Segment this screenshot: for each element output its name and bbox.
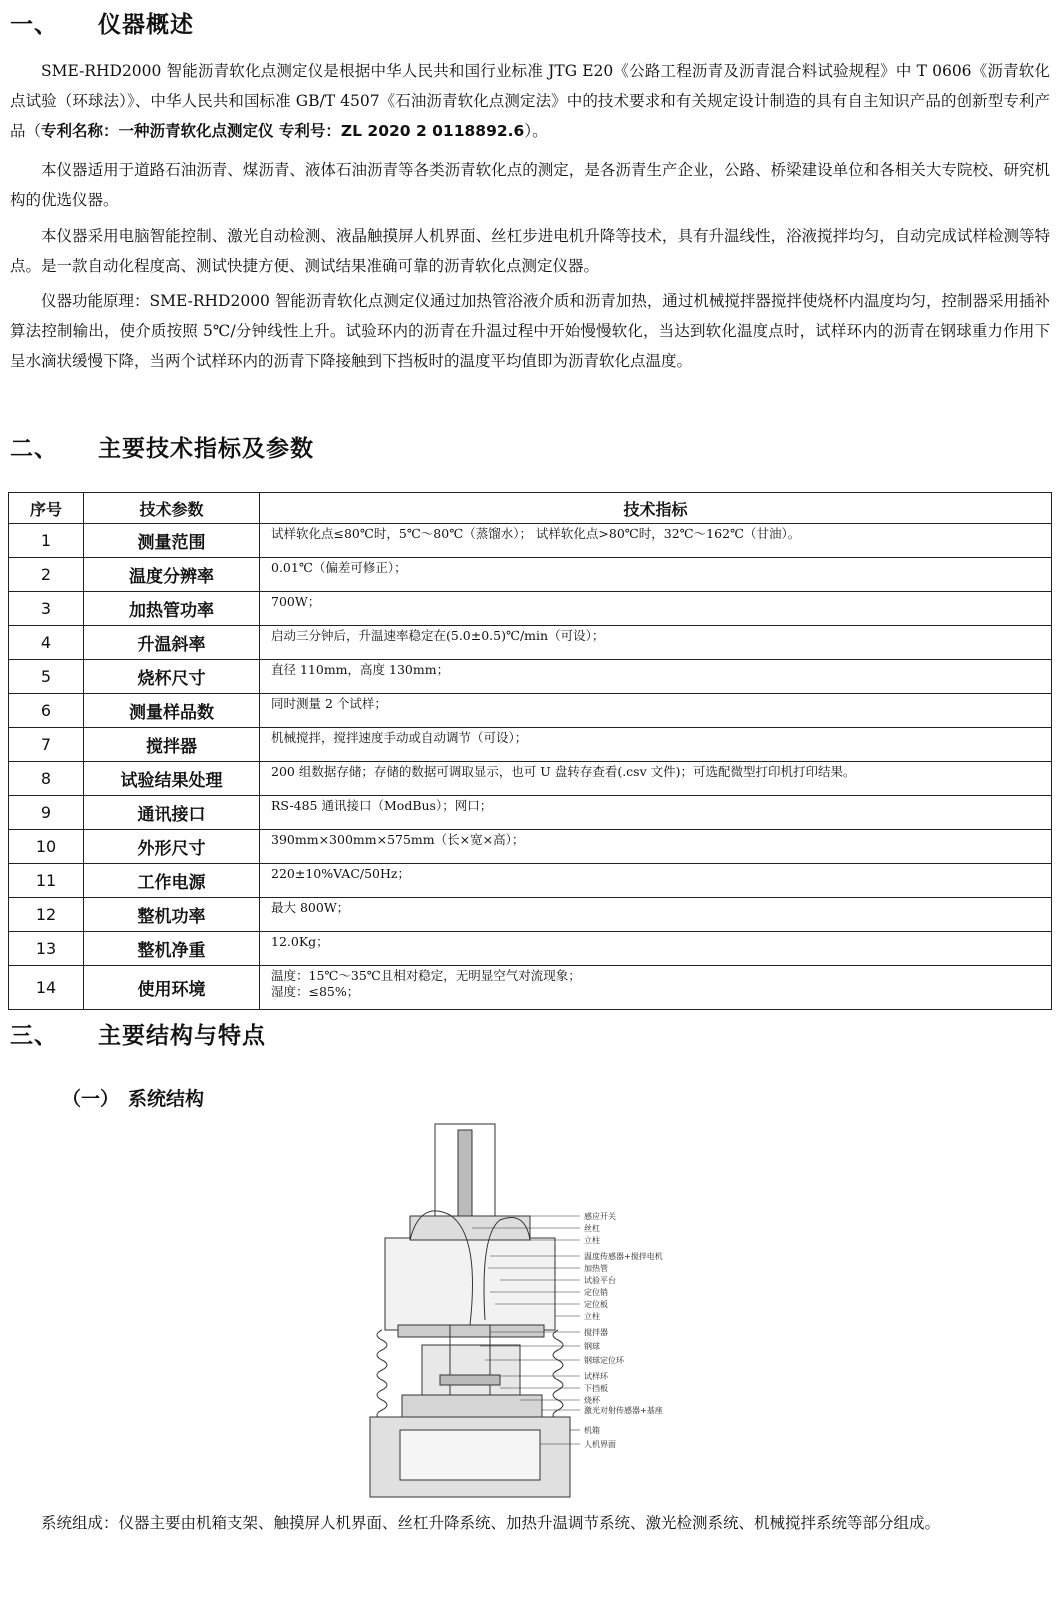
section3-number: 三、 <box>10 1023 58 1049</box>
composition-paragraph: 系统组成：仪器主要由机箱支架、触摸屏人机界面、丝杠升降系统、加热升温调节系统、激光检测系统、机械搅拌系统等部分组成。 <box>41 1514 941 1532</box>
row-spec: 700W； <box>260 592 1052 626</box>
row-param: 升温斜率 <box>84 626 260 660</box>
callout-6: 定位销 <box>584 1288 608 1297</box>
section3-title: 主要结构与特点 <box>98 1023 266 1049</box>
table-row <box>9 796 1052 830</box>
row-spec-line-2: 湿度：≤85%； <box>271 984 360 999</box>
row-param: 整机净重 <box>84 932 260 966</box>
table-row <box>9 966 1052 1010</box>
row-spec-line-1: 温度：15℃～35℃且相对稳定，无明显空气对流现象； <box>271 968 581 983</box>
table-row <box>9 558 1052 592</box>
section1-paragraph-1 <box>10 56 1050 146</box>
table-row <box>9 864 1052 898</box>
row-param: 试验结果处理 <box>84 762 260 796</box>
spec-table <box>8 492 1052 1010</box>
row-param: 温度分辨率 <box>84 558 260 592</box>
section2-heading <box>10 430 314 463</box>
row-spec: 直径 110mm，高度 130mm； <box>260 660 1052 694</box>
header-no: 序号 <box>9 493 84 524</box>
row-param: 整机功率 <box>84 898 260 932</box>
row-param: 工作电源 <box>84 864 260 898</box>
row-param: 使用环境 <box>84 966 260 1010</box>
row-spec: 220±10%VAC/50Hz； <box>260 864 1052 898</box>
table-row <box>9 626 1052 660</box>
callout-13: 下挡板 <box>584 1384 608 1393</box>
callout-17: 人机界面 <box>584 1440 616 1449</box>
section1-number: 一、 <box>10 12 58 38</box>
row-spec <box>260 966 1052 1010</box>
section2-number: 二、 <box>10 436 58 462</box>
header-spec: 技术指标 <box>260 493 1052 524</box>
callout-8: 立柱 <box>584 1312 600 1321</box>
row-spec: 200 组数据存储；存储的数据可调取显示，也可 U 盘转存查看(.csv 文件)；可选配微型打印机打印结果。 <box>260 762 1052 796</box>
table-row <box>9 762 1052 796</box>
callout-11: 钢球定位环 <box>584 1356 624 1365</box>
row-spec: 390mm×300mm×575mm（长×宽×高）； <box>260 830 1052 864</box>
callout-5: 试验平台 <box>584 1276 616 1285</box>
section3-heading <box>10 1017 266 1050</box>
row-no: 10 <box>9 830 84 864</box>
row-no: 9 <box>9 796 84 830</box>
row-param: 测量样品数 <box>84 694 260 728</box>
header-param: 技术参数 <box>84 493 260 524</box>
row-spec: 同时测量 2 个试样； <box>260 694 1052 728</box>
section1-paragraph-3: 本仪器采用电脑智能控制、激光自动检测、液晶触摸屏人机界面、丝杠步进电机升降等技术，具有升温线性，浴液搅拌均匀，自动完成试样检测等特点。是一款自动化程度高、测试快捷方便、测试结果准确可靠的沥青软化点测定仪器。 <box>10 227 1050 275</box>
structure-diagram-svg <box>360 1120 700 1500</box>
section1-paragraph-4: 仪器功能原理：SME-RHD2000 智能沥青软化点测定仪通过加热管浴液介质和沥青加热，通过机械搅拌器搅拌使烧杯内温度均匀，控制器采用插补算法控制输出，使介质按照 5℃/分钟线性上升。试验环内的沥青在升温过程中开始慢慢软化，当达到软化温度点时，试样环内的沥青在钢球重力作用下呈水滴状缓慢下降，当两个试样环内的沥青下降接触到下挡板时的温度平均值即为沥青软化点温度。 <box>10 292 1050 370</box>
table-row <box>9 830 1052 864</box>
section1-heading <box>10 6 194 39</box>
subsection-title: 系统结构 <box>128 1088 205 1110</box>
row-spec: 启动三分钟后，升温速率稳定在(5.0±0.5)℃/min（可设）； <box>260 626 1052 660</box>
row-no: 11 <box>9 864 84 898</box>
callout-10: 钢球 <box>584 1342 600 1351</box>
row-no: 7 <box>9 728 84 762</box>
table-row <box>9 898 1052 932</box>
p1-text-b: ）。 <box>524 122 548 140</box>
row-param: 外形尺寸 <box>84 830 260 864</box>
subsection-number: （一） <box>62 1088 120 1110</box>
row-spec: 12.0Kg； <box>260 932 1052 966</box>
sensor-base <box>402 1395 542 1417</box>
table-row <box>9 728 1052 762</box>
row-no: 13 <box>9 932 84 966</box>
callout-7: 定位板 <box>584 1300 608 1309</box>
row-no: 5 <box>9 660 84 694</box>
row-param: 搅拌器 <box>84 728 260 762</box>
row-no: 6 <box>9 694 84 728</box>
row-no: 2 <box>9 558 84 592</box>
row-no: 8 <box>9 762 84 796</box>
spec-table-header <box>9 493 1052 524</box>
table-row <box>9 592 1052 626</box>
row-param: 通讯接口 <box>84 796 260 830</box>
structure-diagram <box>360 1120 700 1500</box>
row-no: 14 <box>9 966 84 1010</box>
row-spec: 试样软化点≤80℃时，5℃～80℃（蒸馏水）； 试样软化点>80℃时，32℃～162℃（甘油）。 <box>260 524 1052 558</box>
callout-0: 感应开关 <box>584 1212 616 1221</box>
section1-paragraph-2: 本仪器适用于道路石油沥青、煤沥青、液体石油沥青等各类沥青软化点的测定，是各沥青生产企业，公路、桥梁建设单位和各相关大专院校、研究机构的优选仪器。 <box>10 161 1050 209</box>
callout-9: 搅拌器 <box>584 1328 608 1337</box>
row-param: 加热管功率 <box>84 592 260 626</box>
section2-title: 主要技术指标及参数 <box>98 436 314 462</box>
row-no: 3 <box>9 592 84 626</box>
row-param: 测量范围 <box>84 524 260 558</box>
row-spec: 0.01℃（偏差可修正）； <box>260 558 1052 592</box>
row-spec: 机械搅拌，搅拌速度手动或自动调节（可设）； <box>260 728 1052 762</box>
section1-title: 仪器概述 <box>98 12 194 38</box>
callout-12: 试样环 <box>584 1372 608 1381</box>
row-spec: 最大 800W； <box>260 898 1052 932</box>
callout-16: 机箱 <box>584 1426 600 1435</box>
test-platform <box>398 1325 544 1337</box>
callout-4: 加热管 <box>584 1264 608 1273</box>
p1-text-a: SME-RHD2000 智能沥青软化点测定仪是根据中华人民共和国行业标准 JTG E20《公路工程沥青及沥青混合料试验规程》中 T 0606《沥青软化点试验（环球法）》、中华人民共和国标准 GB/T 4507《石油沥青软化点测定法》中的技术要求和有关规定设计制造的具有自主知识产品的创新型专利产品（ <box>10 62 1050 140</box>
row-no: 1 <box>9 524 84 558</box>
hmi-screen <box>400 1430 540 1480</box>
subsection-heading <box>62 1084 204 1111</box>
table-row <box>9 694 1052 728</box>
table-row <box>9 660 1052 694</box>
callout-1: 丝杠 <box>584 1224 600 1233</box>
callout-15: 激光对射传感器+基座 <box>584 1406 663 1415</box>
row-no: 4 <box>9 626 84 660</box>
row-no: 12 <box>9 898 84 932</box>
patent-info: 专利名称：一种沥青软化点测定仪 专利号：ZL 2020 2 0118892.6 <box>41 122 525 140</box>
table-row <box>9 524 1052 558</box>
callout-3: 温度传感器+搅拌电机 <box>584 1252 663 1261</box>
row-param: 烧杯尺寸 <box>84 660 260 694</box>
table-row <box>9 932 1052 966</box>
row-spec: RS-485 通讯接口（ModBus）；网口； <box>260 796 1052 830</box>
callout-14: 烧杯 <box>584 1396 600 1405</box>
callout-2: 立柱 <box>584 1236 600 1245</box>
